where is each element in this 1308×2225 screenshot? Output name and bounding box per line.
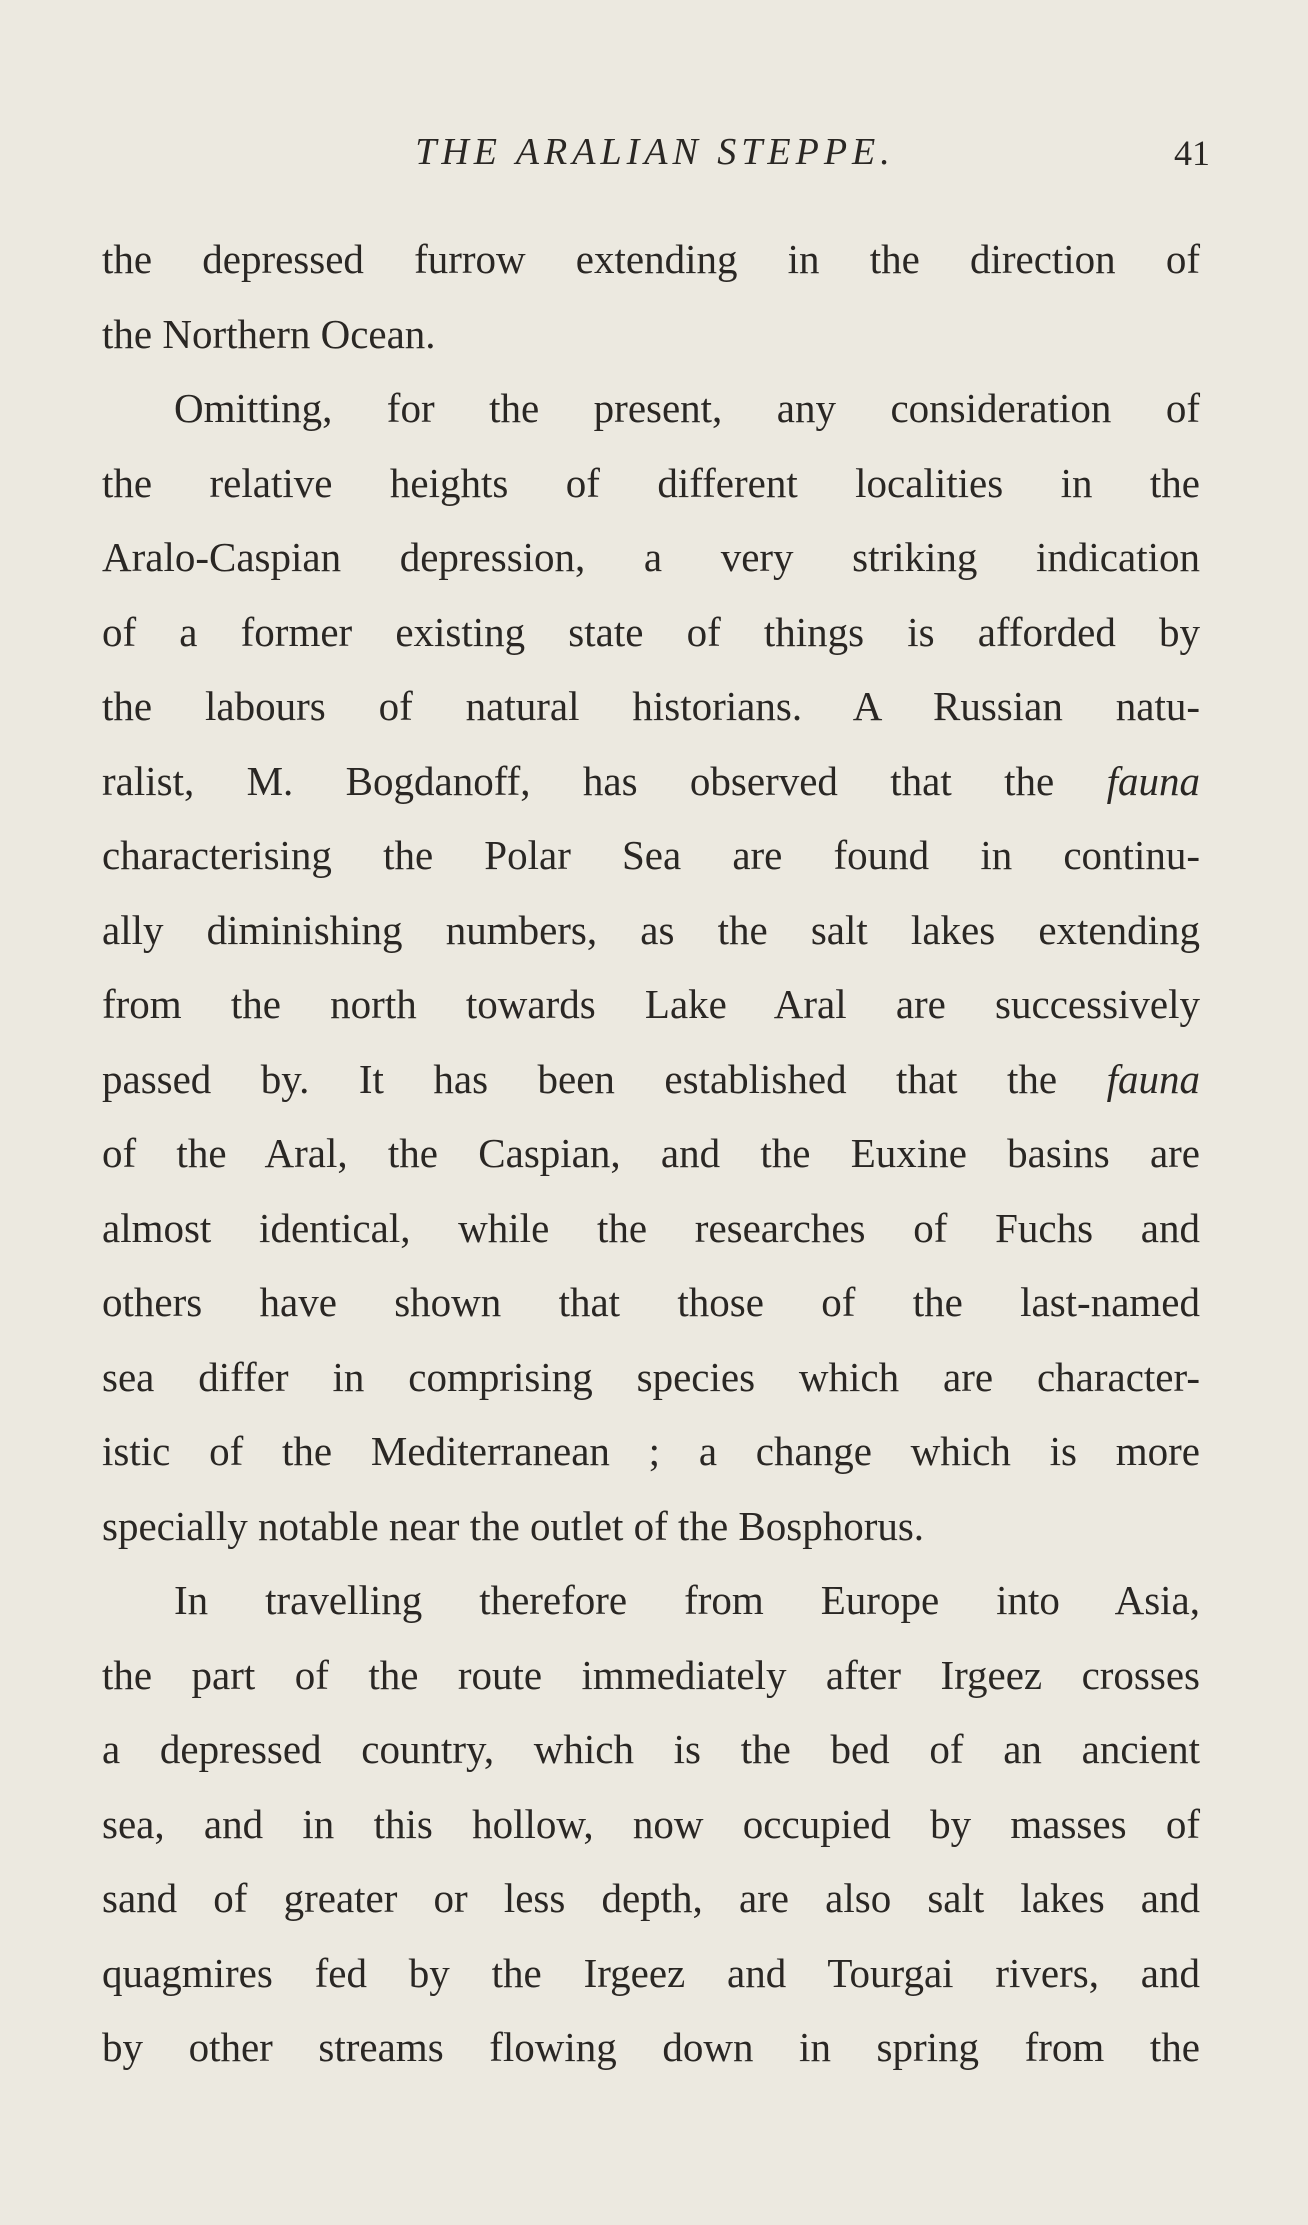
text-line: sea differ in comprising species which are character- bbox=[102, 1353, 1200, 1400]
text-line: quagmires fed by the Irgeez and Tourgai rivers, and bbox=[102, 1949, 1200, 1996]
text-line: the part of the route immediately after Irgeez crosses bbox=[102, 1651, 1200, 1698]
text-line: the depressed furrow extending in the direction of bbox=[102, 236, 1200, 282]
text-line: sea, and in this hollow, now occupied by masses of bbox=[102, 1800, 1200, 1847]
text-line bbox=[102, 1042, 1200, 1117]
text-line: istic of the Mediterranean ; a change which is more bbox=[102, 1428, 1200, 1474]
text-line: In travelling therefore from Europe into Asia, bbox=[174, 1577, 1200, 1623]
text-line: specially notable near the outlet of the Bosphorus. bbox=[102, 1502, 925, 1549]
italic-word: fauna bbox=[1106, 757, 1201, 804]
page-number: 41 bbox=[1174, 133, 1210, 173]
text-line: Aralo-Caspian depression, a very striking indication bbox=[102, 534, 1200, 580]
text-line-roman: passed by. It has been established that the bbox=[102, 1055, 1058, 1102]
text-line: of the Aral, the Caspian, and the Euxine basins are bbox=[102, 1130, 1200, 1176]
text-line: almost identical, while the researches of Fuchs and bbox=[102, 1204, 1200, 1251]
text-line: from the north towards Lake Aral are successively bbox=[102, 981, 1200, 1027]
text-line: the labours of natural historians. A Russian natu- bbox=[102, 683, 1200, 729]
text-line: a depressed country, which is the bed of an ancient bbox=[102, 1726, 1200, 1772]
text-line: ally diminishing numbers, as the salt lakes extending bbox=[102, 906, 1200, 953]
text-line: of a former existing state of things is afforded by bbox=[102, 608, 1200, 655]
page-header bbox=[100, 130, 1210, 180]
text-line-roman: ralist, M. Bogdanoff, has observed that the bbox=[102, 757, 1055, 804]
text-line: Omitting, for the present, any consideration of bbox=[174, 385, 1200, 431]
text-line: the Northern Ocean. bbox=[102, 310, 436, 357]
body-text bbox=[102, 222, 1200, 2085]
text-line bbox=[102, 744, 1200, 819]
text-line: sand of greater or less depth, are also salt lakes and bbox=[102, 1875, 1200, 1921]
text-line: characterising the Polar Sea are found in continu- bbox=[102, 832, 1200, 878]
italic-word: fauna bbox=[1106, 1055, 1201, 1102]
running-title: THE ARALIAN STEPPE. bbox=[415, 131, 895, 173]
text-line: the relative heights of different localities in the bbox=[102, 459, 1200, 506]
text-line: others have shown that those of the last-named bbox=[102, 1279, 1200, 1325]
text-line: by other streams flowing down in spring from the bbox=[102, 2024, 1200, 2070]
